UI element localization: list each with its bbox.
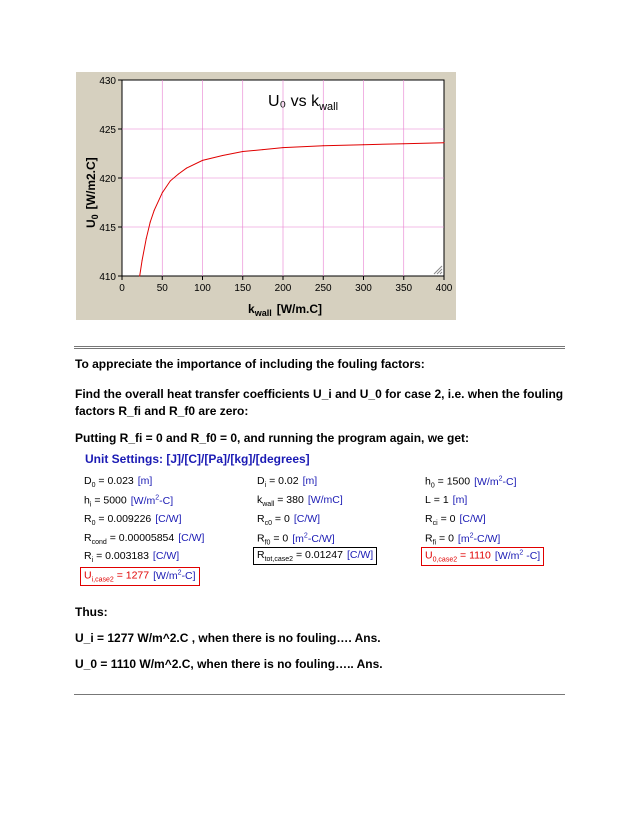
var-hi: $h_i = 5000$ $[W/m^2-C]$ [84, 494, 174, 509]
x-tick-label: 50 [156, 283, 168, 294]
x-tick-label: 400 [435, 283, 453, 294]
heading-text: To appreciate the importance of including the fouling factors: [75, 357, 425, 371]
var-rc0: $R_{c0} = 0$ [C/W] [257, 513, 321, 528]
section-divider [74, 346, 565, 349]
x-tick-label: 250 [314, 283, 332, 294]
var-r0: $R_0 = 0.009226$ [C/W] [84, 513, 182, 528]
var-rci: $R_{ci} = 0$ [C/W] [425, 513, 486, 528]
putting-text: Putting R_fi = 0 and R_f0 = 0, and running the program again, we get: [75, 431, 470, 445]
var-ri: $R_i = 0.003183$ [C/W] [84, 550, 180, 565]
var-h0: $h_0 = 1500$ $[W/m^2-C]$ [425, 475, 517, 490]
thus-text: Thus: [75, 605, 108, 619]
y-tick-label: 425 [99, 125, 116, 136]
var-rtot-case2: $R_{tot,case2} = 0.01247$ [C/W] [253, 547, 377, 565]
chart-title: U₀ vs $k_{wall}$ [268, 93, 339, 113]
x-tick-label: 100 [194, 283, 211, 294]
var-rcond: $R_{cond} = 0.00005854$ [C/W] [84, 532, 205, 547]
x-tick-label: 150 [234, 283, 252, 294]
var-l: L = 1 [m] [425, 494, 468, 506]
bottom-divider [74, 694, 565, 695]
var-rfi: $R_{fi} = 0$ $[m^2-C/W]$ [425, 532, 501, 547]
var-di: $D_i = 0.02$ [m] [257, 475, 318, 490]
var-ui-case2: $U_{i,case2} = 1277$ $[W/m^2-C]$ [80, 567, 200, 586]
chart-panel [76, 72, 456, 320]
var-kwall: $k_{wall} = 380$ [W/mC] [257, 494, 343, 509]
chart-svg [76, 72, 456, 320]
unit-settings: Unit Settings: [J]/[C]/[Pa]/[kg]/[degrees] [85, 452, 310, 466]
y-tick-label: 410 [99, 272, 116, 283]
var-rf0: $R_{f0} = 0$ $[m^2-C/W]$ [257, 532, 335, 547]
x-tick-label: 300 [355, 283, 372, 294]
var-d0: $D_0 = 0.023$ [m] [84, 475, 153, 490]
var-u0-case2: $U_{0,case2} = 1110$ [$W/m^2$ -C] [421, 547, 544, 566]
answer-ui: U_i = 1277 W/m^2.C , when there is no fouling…. Ans. [75, 631, 381, 645]
y-tick-label: 420 [99, 174, 116, 185]
y-tick-label: 415 [99, 223, 116, 234]
results-window [75, 447, 565, 585]
y-tick-label: 430 [99, 76, 116, 87]
x-tick-label: 200 [274, 283, 292, 294]
task-text: Find the overall heat transfer coefficients U_i and U_0 for case 2, i.e. when the fouling factors R_fi and R_f0 are zero: [75, 387, 564, 418]
y-axis-label: $U_0[W/m2.C]$ [84, 157, 100, 228]
x-tick-label: 350 [395, 283, 413, 294]
x-axis-label: $k_{wall}$ [W/m.C] [248, 302, 323, 318]
x-tick-label: 0 [119, 283, 125, 294]
answer-u0: U_0 = 1110 W/m^2.C, when there is no fouling….. Ans. [75, 657, 383, 671]
